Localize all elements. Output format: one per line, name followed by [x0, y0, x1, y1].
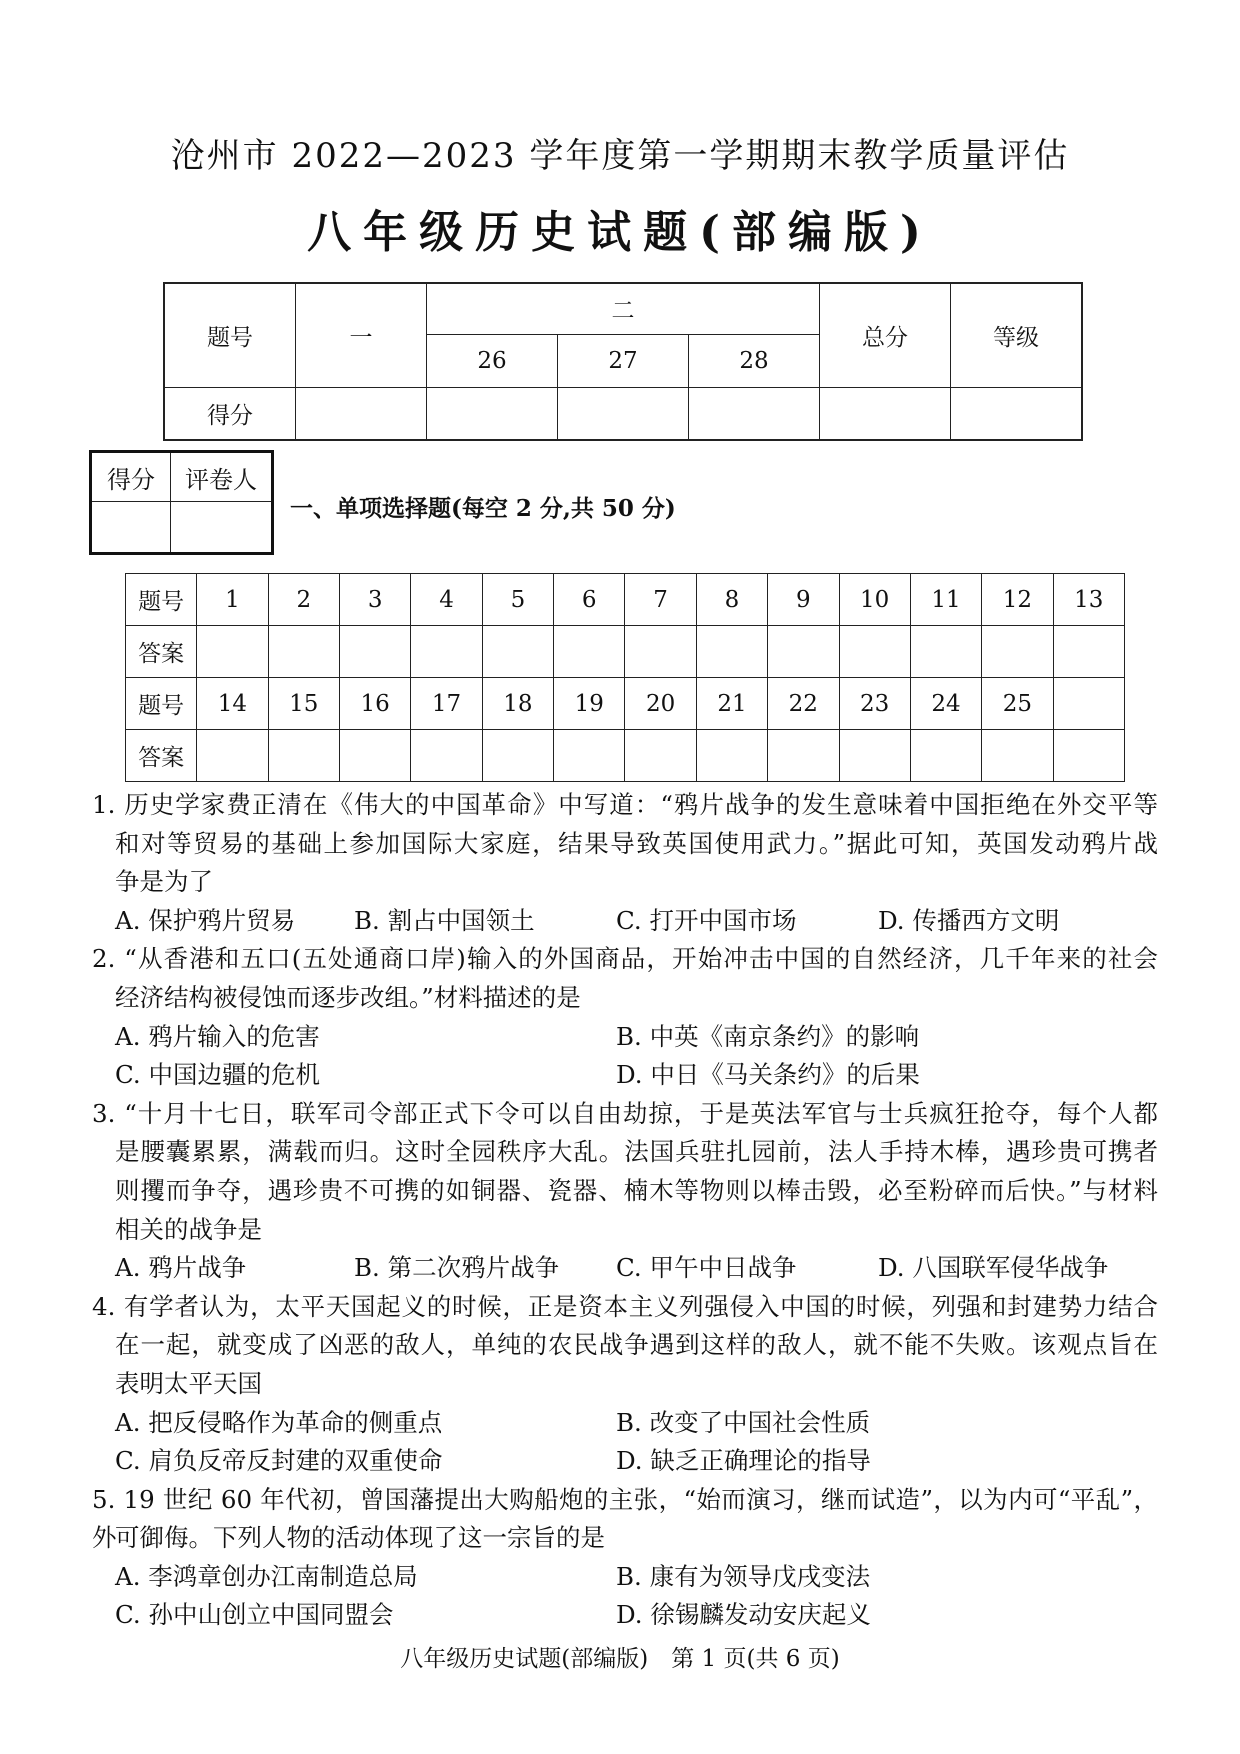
grader-box: [89, 450, 274, 555]
score-table-part-1: 一: [295, 283, 426, 387]
options-row: [92, 1596, 1158, 1635]
question-number-cell: 18: [482, 678, 553, 730]
question-5: [92, 1481, 1158, 1635]
question-2: [92, 940, 1158, 1094]
question-number-cell: 11: [910, 574, 981, 626]
answer-table-answer-label: 答案: [126, 626, 197, 678]
exam-title: 沧州市 2022—2023 学年度第一学期期末教学质量评估: [170, 136, 1070, 176]
options-row: [92, 1442, 1158, 1481]
question-number-cell: 8: [696, 574, 767, 626]
question-number-cell: 24: [910, 678, 981, 730]
question-4: [92, 1288, 1158, 1481]
grader-box-score-label: 得分: [91, 452, 171, 502]
answer-cell: [910, 730, 981, 782]
answer-cell: [625, 626, 696, 678]
answer-cell: [339, 626, 410, 678]
answer-cell: [197, 730, 268, 782]
option-d: D. 缺乏正确理论的指导: [616, 1446, 871, 1476]
answer-table-answer-row: [126, 730, 1125, 782]
answer-cell: [982, 626, 1053, 678]
question-text-line: 可御侮。下列人物的活动体现了这一宗旨的是: [115, 1523, 605, 1553]
answer-cell: [482, 730, 553, 782]
score-table-q28: 28: [689, 334, 820, 387]
option-c: C. 中国边疆的危机: [115, 1060, 320, 1090]
option-d: D. 徐锡麟发动安庆起义: [616, 1600, 871, 1630]
option-a: A. 把反侵略作为革命的侧重点: [115, 1407, 443, 1437]
answer-cell: [1053, 626, 1124, 678]
question-list: [92, 786, 1158, 1635]
score-cell: [820, 387, 951, 440]
option-b: B. 改变了中国社会性质: [616, 1407, 871, 1437]
question-text-line: 和对等贸易的基础上参加国际大家庭，结果导致英国使用武力。”据此可知，英国发动鸦片战: [115, 828, 1158, 858]
question-number-cell: 4: [411, 574, 482, 626]
options-row: [92, 1018, 1158, 1057]
score-cell: [951, 387, 1083, 440]
question-number-cell: 7: [625, 574, 696, 626]
page-footer: 八年级历史试题(部编版) 第 1 页(共 6 页): [400, 1646, 840, 1672]
question-number-cell: 14: [197, 678, 268, 730]
answer-cell: [339, 730, 410, 782]
question-number-cell: 2: [268, 574, 339, 626]
question-number-cell: 6: [554, 574, 625, 626]
options-row: [92, 1056, 1158, 1095]
question-text-line: 争是为了: [115, 867, 213, 897]
answer-table-answer-label: 答案: [126, 730, 197, 782]
option-c: C. 甲午中日战争: [616, 1253, 797, 1283]
option-c: C. 孙中山创立中国同盟会: [115, 1600, 394, 1630]
option-c: C. 打开中国市场: [616, 905, 797, 935]
answer-table: [125, 573, 1125, 782]
answer-cell: [839, 730, 910, 782]
answer-table-answer-row: [126, 626, 1125, 678]
question-text-line: 经济结构被侵蚀而逐步改组。”材料描述的是: [115, 982, 581, 1012]
option-c: C. 肩负反帝反封建的双重使命: [115, 1446, 443, 1476]
question-number-cell: 23: [839, 678, 910, 730]
question-text-line: 在一起，就变成了凶恶的敌人，单纯的农民战争遇到这样的敌人，就不能不失败。该观点旨在: [115, 1330, 1158, 1360]
question-number-cell: [1053, 678, 1124, 730]
score-table-label-number: 题号: [164, 283, 295, 387]
score-table: [163, 282, 1083, 441]
answer-cell: [554, 626, 625, 678]
answer-cell: [768, 626, 839, 678]
question-number-cell: 17: [411, 678, 482, 730]
option-b: B. 割占中国领土: [354, 905, 535, 935]
answer-table-number-row: [126, 574, 1125, 626]
question-number-cell: 12: [982, 574, 1053, 626]
question-number-cell: 25: [982, 678, 1053, 730]
option-b: B. 第二次鸦片战争: [354, 1253, 560, 1283]
question-text-line: 1. 历史学家费正清在《伟大的中国革命》中写道：“鸦片战争的发生意味着中国拒绝在外交平等: [92, 790, 1158, 819]
score-table-label-score: 得分: [164, 387, 295, 440]
question-text-line: 2. “从香港和五口(五处通商口岸)输入的外国商品，开始冲击中国的自然经济，几千年来的社会: [92, 944, 1158, 974]
answer-table-number-row: [126, 678, 1125, 730]
answer-cell: [197, 626, 268, 678]
score-table-q27: 27: [557, 334, 688, 387]
grader-box-grader-cell: [171, 502, 273, 554]
options-row: [92, 902, 1158, 941]
exam-subtitle: 八年级历史试题(部编版): [307, 207, 933, 258]
answer-cell: [554, 730, 625, 782]
question-3: [92, 1095, 1158, 1288]
score-cell: [689, 387, 820, 440]
question-number-cell: 19: [554, 678, 625, 730]
score-table-part-2: 二: [426, 283, 819, 334]
option-a: A. 保护鸦片贸易: [115, 905, 296, 935]
options-row: [92, 1404, 1158, 1443]
options-row: [92, 1558, 1158, 1597]
option-d: D. 八国联军侵华战争: [878, 1253, 1109, 1283]
question-number-cell: 22: [768, 678, 839, 730]
option-d: D. 传播西方文明: [878, 905, 1060, 935]
question-number-cell: 16: [339, 678, 410, 730]
options-row: [92, 1249, 1158, 1288]
score-cell: [426, 387, 557, 440]
answer-cell: [768, 730, 839, 782]
option-b: B. 中英《南京条约》的影响: [616, 1021, 920, 1051]
question-text-line: 4. 有学者认为，太平天国起义的时候，正是资本主义列强侵入中国的时候，列强和封建势力结合: [92, 1291, 1158, 1321]
question-number-cell: 10: [839, 574, 910, 626]
score-cell: [557, 387, 688, 440]
question-number-cell: 3: [339, 574, 410, 626]
answer-cell: [482, 626, 553, 678]
score-table-total: 总分: [820, 283, 951, 387]
question-number-cell: 13: [1053, 574, 1124, 626]
score-table-grade: 等级: [951, 283, 1083, 387]
question-number-cell: 9: [768, 574, 839, 626]
option-a: A. 鸦片战争: [115, 1253, 247, 1283]
answer-table-number-label: 题号: [126, 678, 197, 730]
answer-cell: [411, 730, 482, 782]
question-number-cell: 21: [696, 678, 767, 730]
answer-cell: [839, 626, 910, 678]
grader-box-score-cell: [91, 502, 171, 554]
option-d: D. 中日《马关条约》的后果: [616, 1060, 920, 1090]
answer-cell: [268, 730, 339, 782]
option-a: A. 鸦片输入的危害: [115, 1021, 320, 1051]
answer-cell: [696, 626, 767, 678]
question-text-line: 相关的战争是: [115, 1214, 262, 1244]
question-text-line: 3. “十月十七日，联军司令部正式下令可以自由劫掠，于是英法军官与士兵疯狂抢夺，每个人都: [92, 1098, 1158, 1128]
question-number-cell: 5: [482, 574, 553, 626]
question-number-cell: 15: [268, 678, 339, 730]
option-a: A. 李鸿章创办江南制造总局: [115, 1561, 418, 1591]
option-b: B. 康有为领导戊戌变法: [616, 1561, 871, 1591]
question-text-line: 是腰囊累累，满载而归。这时全园秩序大乱。法国兵驻扎园前，法人手持木棒，遇珍贵可携者: [115, 1137, 1158, 1167]
answer-cell: [910, 626, 981, 678]
answer-cell: [411, 626, 482, 678]
answer-cell: [268, 626, 339, 678]
question-text-line: 表明太平天国: [115, 1368, 262, 1398]
answer-cell: [696, 730, 767, 782]
question-text-line: 则攫而争夺，遇珍贵不可携的如铜器、瓷器、楠木等物则以棒击毁，必至粉碎而后快。”与材料: [115, 1175, 1158, 1205]
grader-box-grader-label: 评卷人: [171, 452, 273, 502]
question-number-cell: 1: [197, 574, 268, 626]
score-table-q26: 26: [426, 334, 557, 387]
score-cell: [295, 387, 426, 440]
question-number-cell: 20: [625, 678, 696, 730]
answer-cell: [625, 730, 696, 782]
answer-table-number-label: 题号: [126, 574, 197, 626]
answer-cell: [982, 730, 1053, 782]
question-text-line: 5. 19 世纪 60 年代初，曾国藩提出大购船炮的主张，“始而演习，继而试造”，以为内可“平乱”，外: [92, 1484, 1158, 1553]
section-heading: 一、单项选择题(每空 2 分,共 50 分): [290, 495, 676, 522]
question-1: [92, 786, 1158, 940]
answer-cell: [1053, 730, 1124, 782]
